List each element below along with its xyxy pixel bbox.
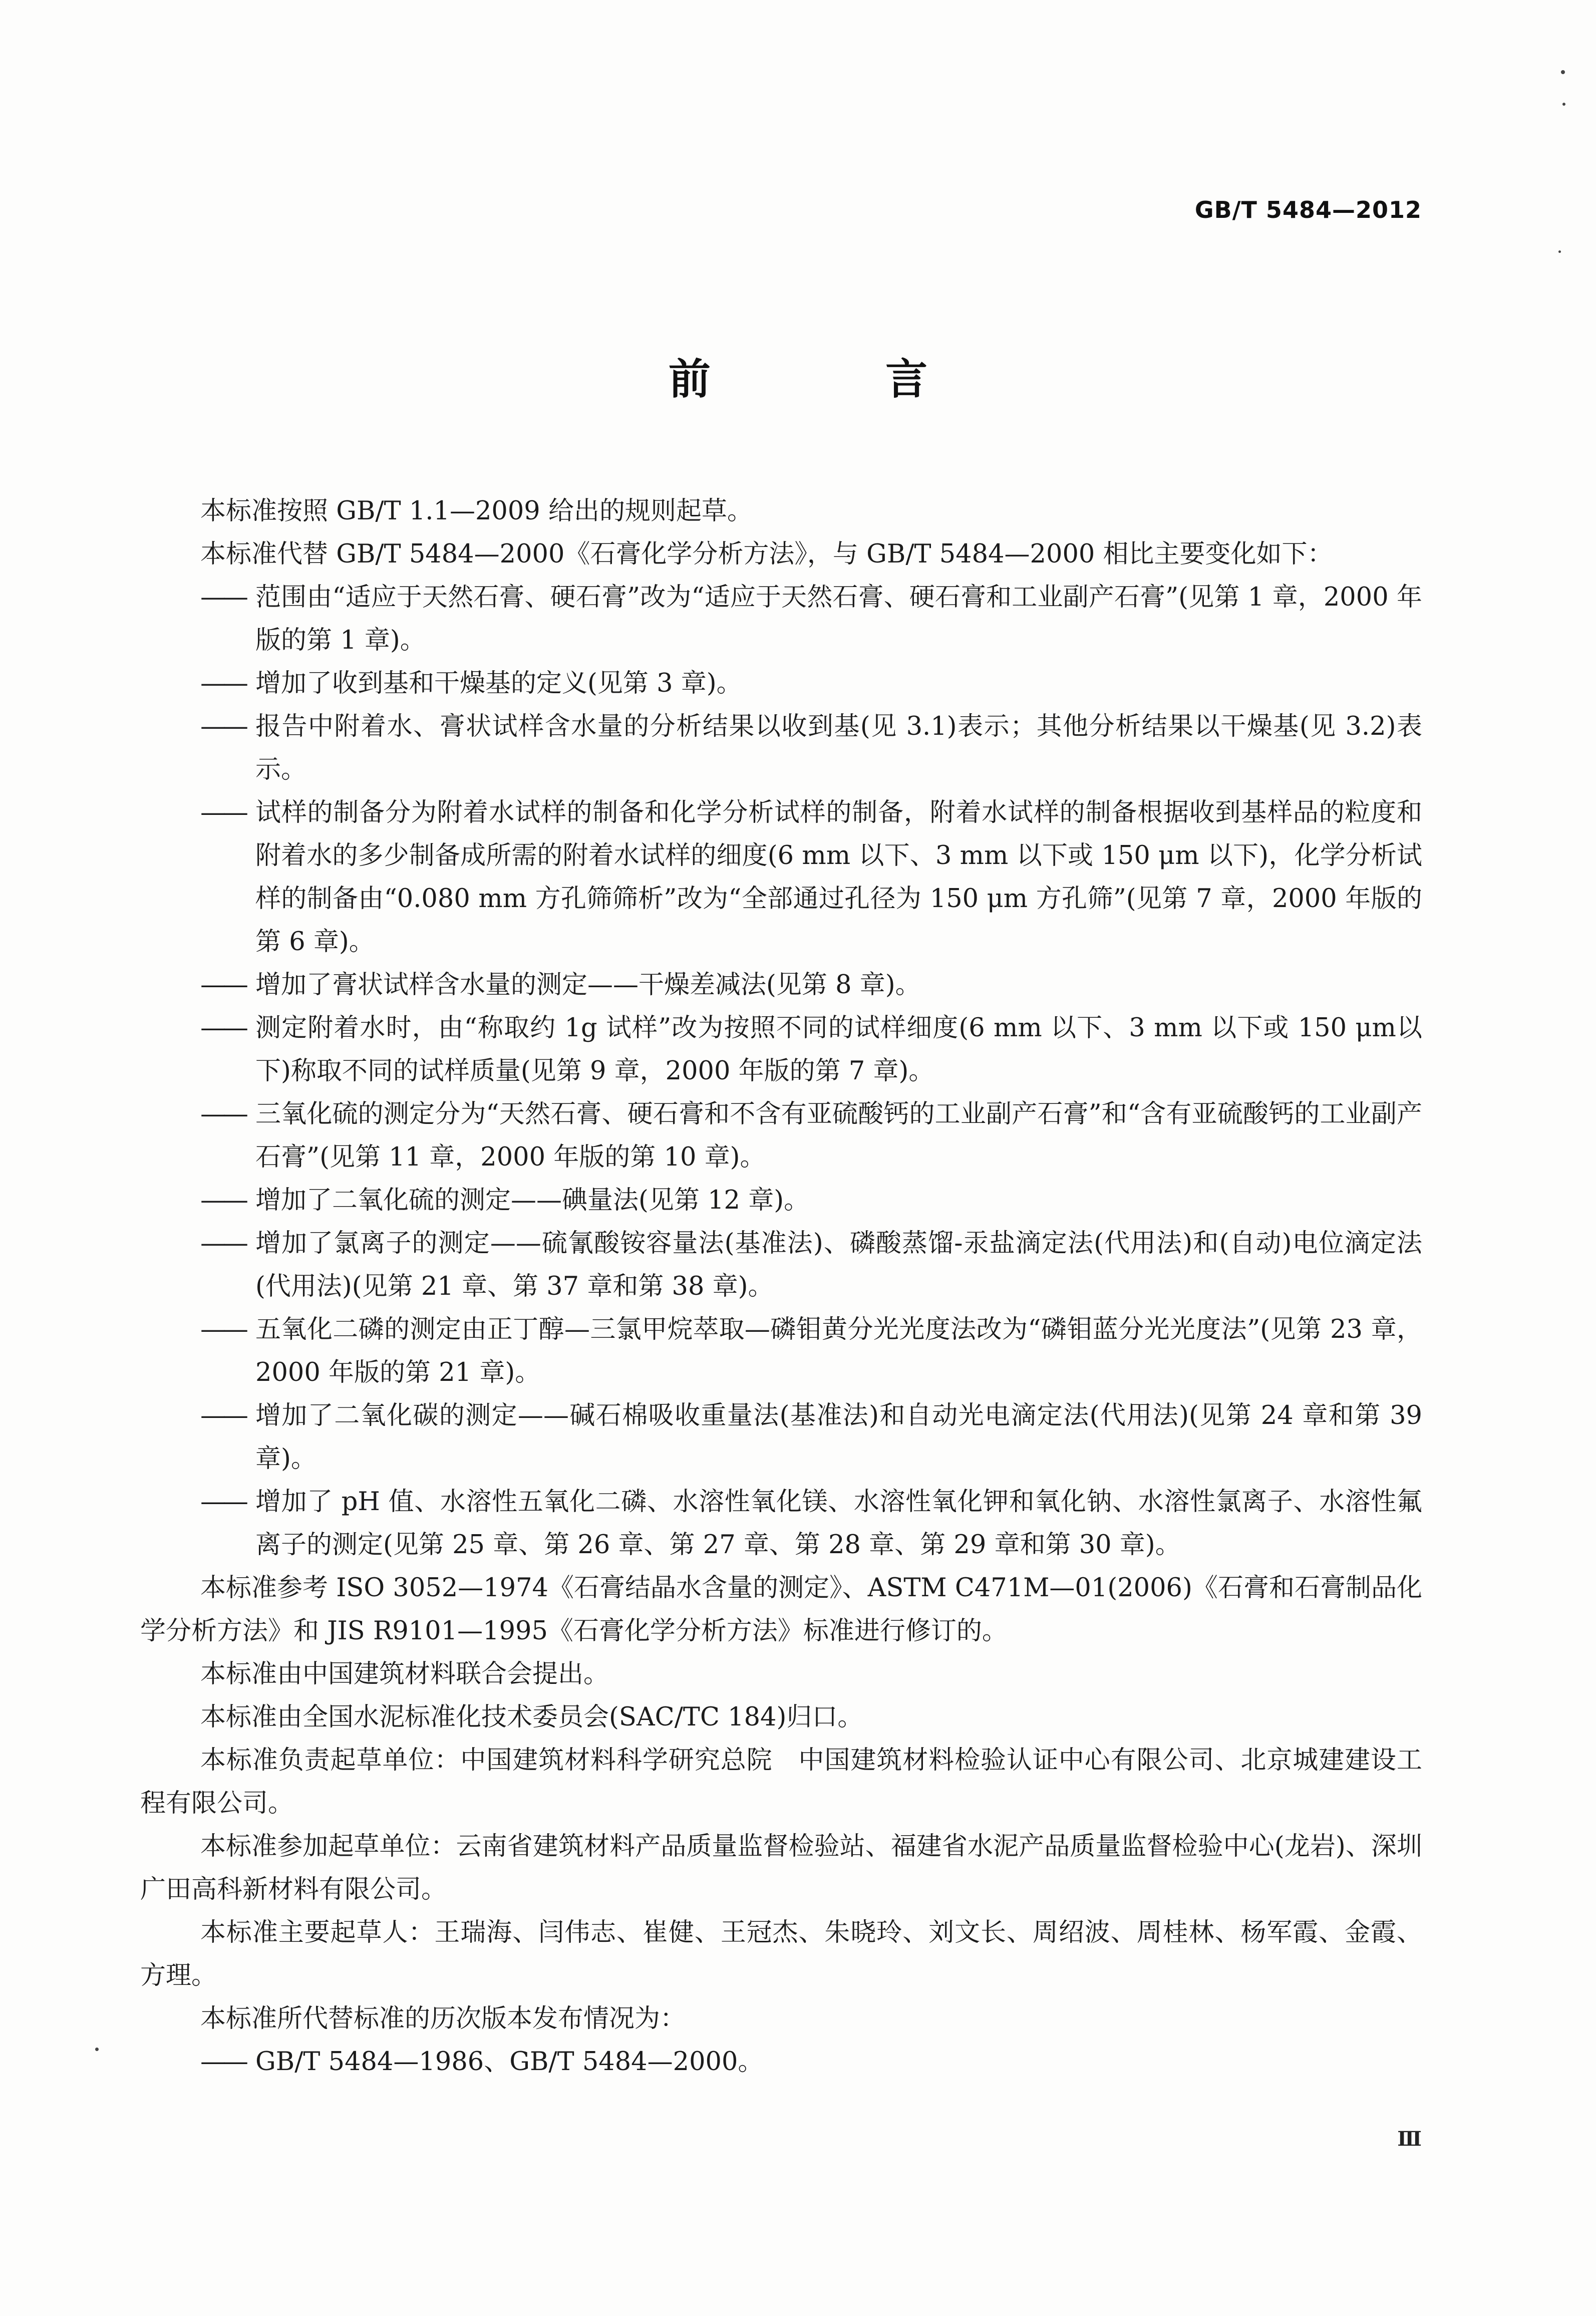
change-item xyxy=(140,1308,1422,1394)
intro-paragraph: 本标准代替 GB/T 5484—2000《石膏化学分析方法》，与 GB/T 5484—2000 相比主要变化如下： xyxy=(200,539,1333,569)
closing-paragraph: 本标准所代替标准的历次版本发布情况为： xyxy=(200,2004,686,2034)
foreword-body xyxy=(140,490,1422,2084)
change-item xyxy=(140,1481,1422,1567)
change-item-text: 增加了 pH 值、水溶性五氧化二磷、水溶性氧化镁、水溶性氧化钾和氧化钠、水溶性氯离子、水溶性氟离子的测定(见第 25 章、第 26 章、第 27 章、第 28 章、第 29 章和第 30 章)。 xyxy=(255,1487,1422,1560)
page-number: Ⅲ xyxy=(1397,2127,1422,2151)
dash-marker: —— xyxy=(200,669,245,698)
dash-marker: —— xyxy=(200,1315,245,1344)
change-item-text: 测定附着水时，由“称取约 1g 试样”改为按照不同的试样细度(6 mm 以下、3 mm 以下或 150 μm以下)称取不同的试样质量(见第 9 章，2000 年版的第 7 章)。 xyxy=(255,1013,1422,1086)
closing-paragraph: 本标准由中国建筑材料联合会提出。 xyxy=(200,1659,609,1689)
dash-marker: —— xyxy=(200,1099,245,1129)
change-item xyxy=(140,1222,1422,1308)
dash-marker: —— xyxy=(200,1013,245,1043)
change-item-text: 试样的制备分为附着水试样的制备和化学分析试样的制备，附着水试样的制备根据收到基样品的粒度和附着水的多少制备成所需的附着水试样的细度(6 mm 以下、3 mm 以下或 150 μm 以下)，化学分析试样的制备由“0.080 mm 方孔筛筛析”改为“全部通过孔径为 150 μm 方孔筛”(见第 7 章，2000 年版的第 6 章)。 xyxy=(255,798,1422,957)
dash-marker: —— xyxy=(200,970,245,1000)
change-item-text: 报告中附着水、膏状试样含水量的分析结果以收到基(见 3.1)表示；其他分析结果以干燥基(见 3.2)表示。 xyxy=(255,712,1422,784)
closing-paragraph: 本标准参加起草单位：云南省建筑材料产品质量监督检验站、福建省水泥产品质量监督检验中心(龙岩)、深圳广田高科新材料有限公司。 xyxy=(140,1832,1422,1904)
dash-marker: —— xyxy=(200,798,245,827)
dash-marker: —— xyxy=(200,1229,245,1258)
change-item-text: 增加了二氧化碳的测定——碱石棉吸收重量法(基准法)和自动光电滴定法(代用法)(见第 24 章和第 39 章)。 xyxy=(255,1401,1422,1474)
scan-speck xyxy=(1561,70,1565,74)
change-item-text: 增加了膏状试样含水量的测定——干燥差减法(见第 8 章)。 xyxy=(255,970,921,1000)
page-title: 前 言 xyxy=(668,355,1008,404)
change-item-text: 五氧化二磷的测定由正丁醇—三氯甲烷萃取—磷钼黄分光光度法改为“磷钼蓝分光光度法”(见第 23 章，2000 年版的第 21 章)。 xyxy=(255,1315,1422,1387)
history-item-text: GB/T 5484—1986、GB/T 5484—2000。 xyxy=(255,2047,764,2077)
change-item xyxy=(140,1394,1422,1481)
change-item-text: 增加了氯离子的测定——硫氰酸铵容量法(基准法)、磷酸蒸馏-汞盐滴定法(代用法)和(自动)电位滴定法(代用法)(见第 21 章、第 37 章和第 38 章)。 xyxy=(255,1229,1422,1301)
standard-code: GB/T 5484—2012 xyxy=(1194,196,1422,223)
intro-paragraph: 本标准按照 GB/T 1.1—2009 给出的规则起草。 xyxy=(200,496,753,526)
dash-marker: —— xyxy=(200,583,245,612)
dash-marker: —— xyxy=(200,1401,245,1430)
dash-marker: —— xyxy=(200,2047,245,2077)
change-item-text: 三氧化硫的测定分为“天然石膏、硬石膏和不含有亚硫酸钙的工业副产石膏”和“含有亚硫酸钙的工业副产石膏”(见第 11 章，2000 年版的第 10 章)。 xyxy=(255,1099,1422,1172)
change-item-text: 增加了二氧化硫的测定——碘量法(见第 12 章)。 xyxy=(255,1186,810,1215)
dash-marker: —— xyxy=(200,1487,245,1517)
change-item-text: 增加了收到基和干燥基的定义(见第 3 章)。 xyxy=(255,669,742,698)
change-item xyxy=(140,791,1422,964)
scan-speck xyxy=(1562,103,1565,106)
change-item xyxy=(140,705,1422,791)
closing-paragraph: 本标准参考 ISO 3052—1974《石膏结晶水含量的测定》、ASTM C471M—01(2006)《石膏和石膏制品化学分析方法》和 JIS R9101—1995《石膏化学分析方法》标准进行修订的。 xyxy=(140,1573,1422,1646)
history-item xyxy=(140,2041,1422,2084)
change-item xyxy=(140,662,1422,705)
change-item xyxy=(140,1179,1422,1222)
scan-speck xyxy=(1558,250,1561,253)
scan-speck xyxy=(95,2048,99,2051)
change-item xyxy=(140,1093,1422,1179)
change-item-text: 范围由“适应于天然石膏、硬石膏”改为“适应于天然石膏、硬石膏和工业副产石膏”(见第 1 章，2000 年版的第 1 章)。 xyxy=(255,583,1422,655)
dash-marker: —— xyxy=(200,712,245,741)
change-item xyxy=(140,964,1422,1007)
change-item xyxy=(140,1007,1422,1093)
dash-marker: —— xyxy=(200,1186,245,1215)
closing-paragraph: 本标准主要起草人：王瑞海、闫伟志、崔健、王冠杰、朱晓玲、刘文长、周绍波、周桂林、杨军霞、金霞、方理。 xyxy=(140,1918,1422,1990)
closing-paragraph: 本标准负责起草单位：中国建筑材料科学研究总院 中国建筑材料检验认证中心有限公司、北京城建建设工程有限公司。 xyxy=(140,1746,1422,1818)
closing-paragraph: 本标准由全国水泥标准化技术委员会(SAC/TC 184)归口。 xyxy=(200,1702,863,1732)
change-item xyxy=(140,576,1422,662)
